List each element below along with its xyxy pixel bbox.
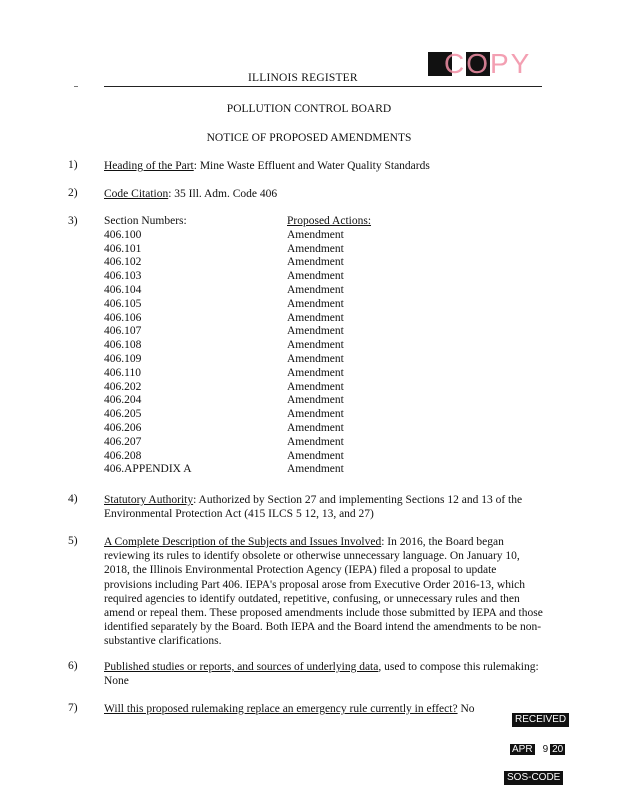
- item-number: 1): [68, 159, 78, 171]
- proposed-action: Amendment: [287, 256, 344, 269]
- section-number: 406.107: [104, 325, 142, 338]
- item-label: Published studies or reports, and sources of underlying data: [104, 661, 379, 673]
- proposed-action: Amendment: [287, 435, 344, 448]
- copy-stamp: [428, 50, 538, 80]
- proposed-action: Amendment: [287, 394, 344, 407]
- proposed-action: Amendment: [287, 421, 344, 434]
- section-number: 406.110: [104, 366, 141, 379]
- item-label: Will this proposed rulemaking replace an emergency rule currently in effect?: [104, 703, 458, 715]
- stamp-day: 9: [542, 744, 549, 755]
- item-number: 7): [68, 702, 78, 714]
- stamp-month: APR: [512, 744, 533, 755]
- section-number: 406.APPENDIX A: [104, 463, 192, 476]
- item-text: No: [457, 703, 475, 715]
- stamp-year: 20: [552, 744, 564, 755]
- section-number: 406.206: [104, 421, 142, 434]
- proposed-action: Amendment: [287, 297, 344, 310]
- register-title: ILLINOIS REGISTER: [248, 72, 358, 84]
- section-number: 406.105: [104, 297, 142, 310]
- section-number: 406.202: [104, 380, 142, 393]
- section-number: 406.103: [104, 270, 142, 283]
- item-text: : In 2016, the Board began reviewing its rules to identify obsolete or otherwise unnecessary language. On January 10, 2018, the Illinois Environmental Protection Agency (IEPA) filed a proposal to update provisions including Part 406. IEPA's proposal arose from Executive Order 2016-13, which required agencies to identify outdated, repetitive, confusing, or unnecessary rules and then amend or repeal them. These proposed amendments include those submitted by IEPA and those identified separately by the Board. Both IEPA and the Board intend the amendments to be non-substantive clarifications.: [104, 536, 543, 648]
- proposed-action: Amendment: [287, 463, 344, 476]
- section-number: 406.102: [104, 256, 142, 269]
- item-text: : Authorized by Section 27 and implementing Sections 12 and 13 of the Environmental Protection Act (415 ILCS 5 12, 13, and 27): [104, 494, 523, 521]
- proposed-action: Amendment: [287, 325, 344, 338]
- item-number: 2): [68, 187, 78, 199]
- item-label: Heading of the Part: [104, 160, 194, 172]
- item-text: , used to compose this rulemaking: None: [104, 661, 539, 688]
- item-number: 4): [68, 493, 78, 505]
- item-description: [104, 535, 544, 649]
- section-number: 406.109: [104, 352, 142, 365]
- proposed-action: Amendment: [287, 270, 344, 283]
- section-number: 406.207: [104, 435, 142, 448]
- proposed-action: Amendment: [287, 408, 344, 421]
- proposed-action: Amendment: [287, 449, 344, 462]
- item-label: Statutory Authority: [104, 494, 194, 506]
- section-numbers-header: Section Numbers:: [104, 215, 187, 227]
- item-number: 6): [68, 660, 78, 672]
- item-statutory-authority: [104, 493, 544, 521]
- section-number: 406.208: [104, 449, 142, 462]
- item-label: Code Citation: [104, 188, 169, 200]
- section-number: 406.108: [104, 339, 142, 352]
- received-stamp: RECEIVED: [512, 713, 569, 727]
- proposed-action: Amendment: [287, 339, 344, 352]
- section-list: [104, 229, 192, 477]
- received-date-stamp: [510, 743, 565, 756]
- item-code-citation: [104, 187, 544, 201]
- agency-name: POLLUTION CONTROL BOARD: [226, 103, 392, 115]
- item-text: : 35 Ill. Adm. Code 406: [168, 188, 278, 200]
- section-number: 406.204: [104, 394, 142, 407]
- proposed-action: Amendment: [287, 242, 344, 255]
- item-number: 5): [68, 535, 78, 547]
- section-number: 406.106: [104, 311, 142, 324]
- proposed-action: Amendment: [287, 352, 344, 365]
- proposed-action: Amendment: [287, 283, 344, 296]
- proposed-action: Amendment: [287, 366, 344, 379]
- item-label: A Complete Description of the Subjects and Issues Involved: [104, 536, 382, 548]
- section-number: 406.205: [104, 408, 142, 421]
- scan-mark: [74, 86, 78, 87]
- action-list: [287, 229, 371, 477]
- header-divider: [104, 86, 542, 87]
- proposed-actions-header: Proposed Actions:: [287, 215, 372, 227]
- section-numbers-column: [104, 215, 192, 477]
- copy-stamp-text: COPY: [444, 48, 532, 79]
- proposed-actions-column: [287, 215, 371, 477]
- sos-code-stamp: SOS-CODE: [504, 771, 563, 785]
- item-heading: [104, 159, 544, 173]
- item-text: : Mine Waste Effluent and Water Quality Standards: [193, 160, 430, 172]
- section-number: 406.101: [104, 242, 142, 255]
- section-number: 406.104: [104, 283, 142, 296]
- proposed-action: Amendment: [287, 228, 344, 241]
- proposed-action: Amendment: [287, 380, 344, 393]
- section-number: 406.100: [104, 228, 142, 241]
- notice-title: NOTICE OF PROPOSED AMENDMENTS: [206, 132, 412, 144]
- item-number: 3): [68, 215, 78, 227]
- item-studies: [104, 660, 544, 688]
- proposed-action: Amendment: [287, 311, 344, 324]
- item-emergency: [104, 702, 514, 716]
